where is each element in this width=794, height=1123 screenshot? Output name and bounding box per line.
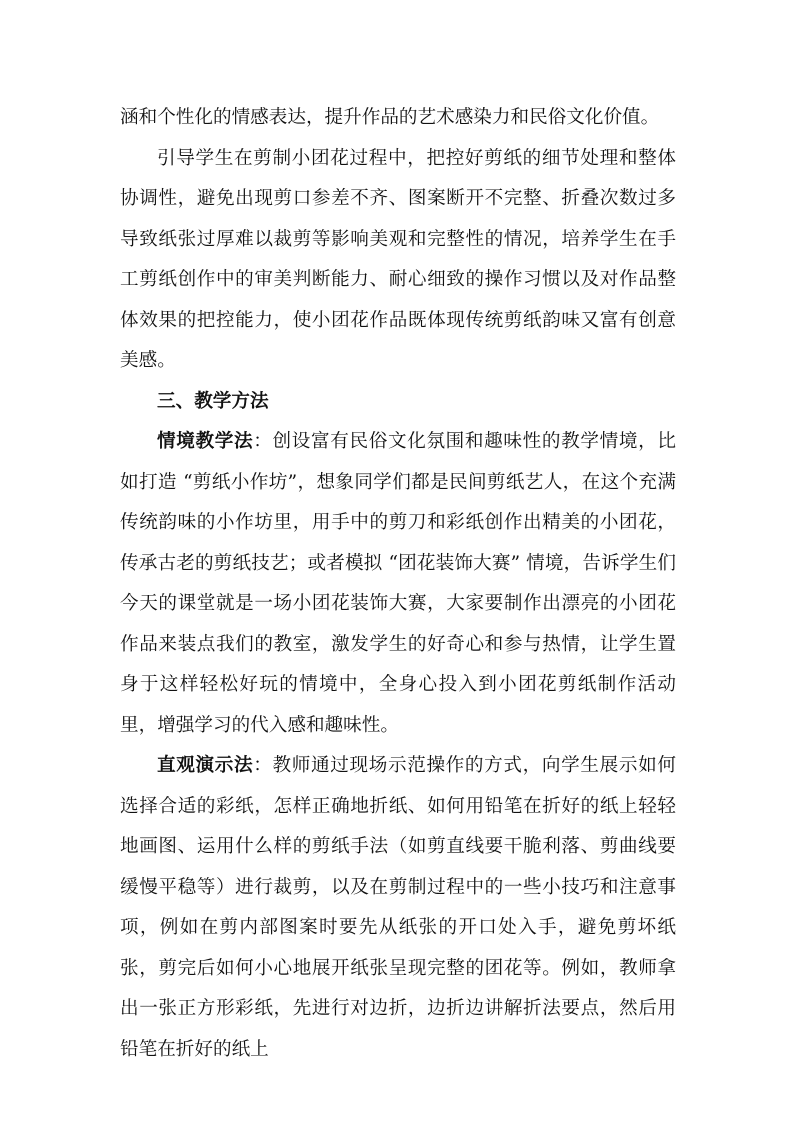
method-text-demonstration: ：教师通过现场示范操作的方式，向学生展示如何选择合适的彩纸，怎样正确地折纸、如何用铅笔在折好的纸上轻轻地画图、运用什么样的剪纸手法（如剪直线要干脆利落、剪曲线要缓慢平稳等）进行裁剪，以及在剪制过程中的一些小技巧和注意事项，例如在剪内部图案时要先从纸张的开口处入手，避免剪坏纸张，剪完后如何小心地展开纸张呈现完整的团花等。例如，教师拿出一张正方形彩纸，先进行对边折，边折边讲解折法要点，然后用铅笔在折好的纸上 bbox=[120, 755, 676, 1060]
paragraph-guidance: 引导学生在剪制小团花过程中，把控好剪纸的细节处理和整体协调性，避免出现剪口参差不齐、图案断开不完整、折叠次数过多导致纸张过厚难以裁剪等影响美观和完整性的情况，培养学生在手工剪纸创作中的审美判断能力、耐心细致的操作习惯以及对作品整体效果的把控能力，使小团花作品既体现传统剪纸韵味又富有创意美感。 bbox=[120, 147, 676, 371]
section-heading: 三、教学方法 bbox=[157, 390, 269, 412]
document-body bbox=[120, 98, 676, 1070]
method-text-situational: ：创设富有民俗文化氛围和趣味性的教学情境，比如打造 “剪纸小作坊”，想象同学们都是民间剪纸艺人，在这个充满传统韵味的小作坊里，用手中的剪刀和彩纸创作出精美的小团花，传承古老的剪纸技艺；或者模拟 “团花装饰大赛” 情境，告诉学生们今天的课堂就是一场小团花装饰大赛，大家要制作出漂亮的小团花作品来装点我们的教室，激发学生的好奇心和参与热情，让学生置身于这样轻松好玩的情境中，全身心投入到小团花剪纸制作活动里，增强学习的代入感和趣味性。 bbox=[120, 431, 676, 736]
paragraph-continuation: 涵和个性化的情感表达，提升作品的艺术感染力和民俗文化价值。 bbox=[120, 107, 660, 128]
method-title-situational: 情境教学法 bbox=[157, 431, 254, 452]
paragraph-demonstration-method bbox=[120, 746, 676, 1070]
method-title-demonstration: 直观演示法 bbox=[157, 755, 254, 776]
paragraph-situational-method bbox=[120, 422, 676, 746]
